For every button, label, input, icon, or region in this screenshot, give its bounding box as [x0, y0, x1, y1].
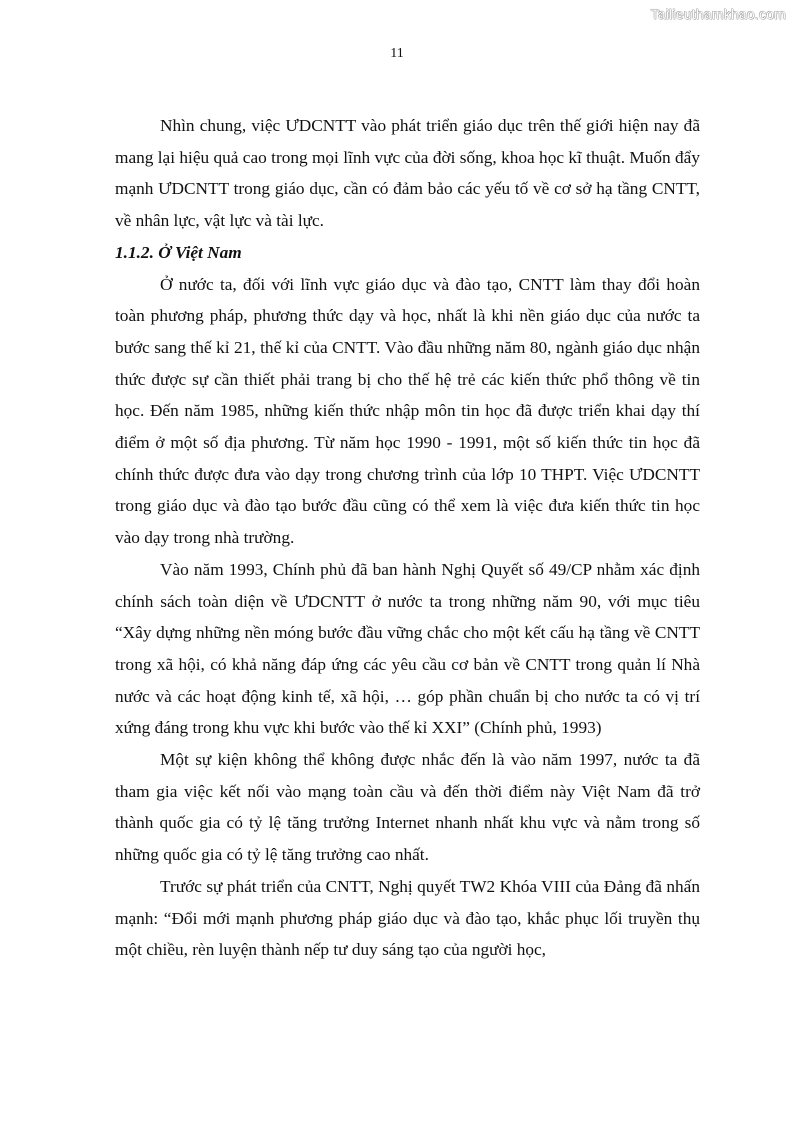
watermark: Tailieuthamkhao.com: [650, 6, 786, 22]
paragraph-vietnam-education: Ở nước ta, đối với lĩnh vực giáo dục và đào tạo, CNTT làm thay đổi hoàn toàn phương pháp, phương thức dạy và học, nhất là khi nền giáo dục của nước ta bước sang thế kỉ 21, thế kỉ của CNTT. Vào đầu những năm 80, ngành giáo dục nhận thức được sự cần thiết phải trang bị cho thế hệ trẻ các kiến thức phổ thông về tin học. Đến năm 1985, những kiến thức nhập môn tin học đã được triển khai dạy thí điểm ở một số địa phương. Từ năm học 1990 - 1991, một số kiến thức tin học đã chính thức được đưa vào dạy trong chương trình của lớp 10 THPT. Việc ƯDCNTT trong giáo dục và đào tạo bước đầu cũng có thể xem là việc đưa kiến thức tin học vào dạy trong nhà trường.: [115, 274, 700, 548]
section-heading: 1.1.2. Ở Việt Nam: [115, 242, 242, 262]
paragraph-summary: Nhìn chung, việc ƯDCNTT vào phát triển giáo dục trên thế giới hiện nay đã mang lại hiệu quả cao trong mọi lĩnh vực của đời sống, khoa học kĩ thuật. Muốn đẩy mạnh ƯDCNTT trong giáo dục, cần có đảm bảo các yếu tố về cơ sở hạ tầng CNTT, về nhân lực, vật lực và tài lực.: [115, 116, 700, 231]
paragraph-resolution-1993: Vào năm 1993, Chính phủ đã ban hành Nghị Quyết số 49/CP nhằm xác định chính sách toàn diện về ƯDCNTT ở nước ta trong những năm 90, với mục tiêu “Xây dựng những nền móng bước đầu vững chắc cho một kết cấu hạ tầng về CNTT trong xã hội, có khả năng đáp ứng các yêu cầu cơ bản về CNTT trong quản lí Nhà nước và các hoạt động kinh tế, xã hội, … góp phần chuẩn bị cho nước ta có vị trí xứng đáng trong khu vực khi bước vào thế kỉ XXI” (Chính phủ, 1993): [115, 559, 700, 738]
paragraph-internet-1997: Một sự kiện không thể không được nhắc đến là vào năm 1997, nước ta đã tham gia việc kết nối vào mạng toàn cầu và đến thời điểm này Việt Nam đã trở thành quốc gia có tỷ lệ tăng trưởng Internet nhanh nhất khu vực và nằm trong số những quốc gia có tỷ lệ tăng trưởng cao nhất.: [115, 750, 700, 865]
page-number: 11: [390, 46, 404, 61]
document-body: [115, 110, 700, 966]
paragraph-resolution-tw2: Trước sự phát triển của CNTT, Nghị quyết TW2 Khóa VIII của Đảng đã nhấn mạnh: “Đổi mới mạnh phương pháp giáo dục và đào tạo, khắc phục lối truyền thụ một chiều, rèn luyện thành nếp tư duy sáng tạo của người học,: [115, 876, 700, 960]
